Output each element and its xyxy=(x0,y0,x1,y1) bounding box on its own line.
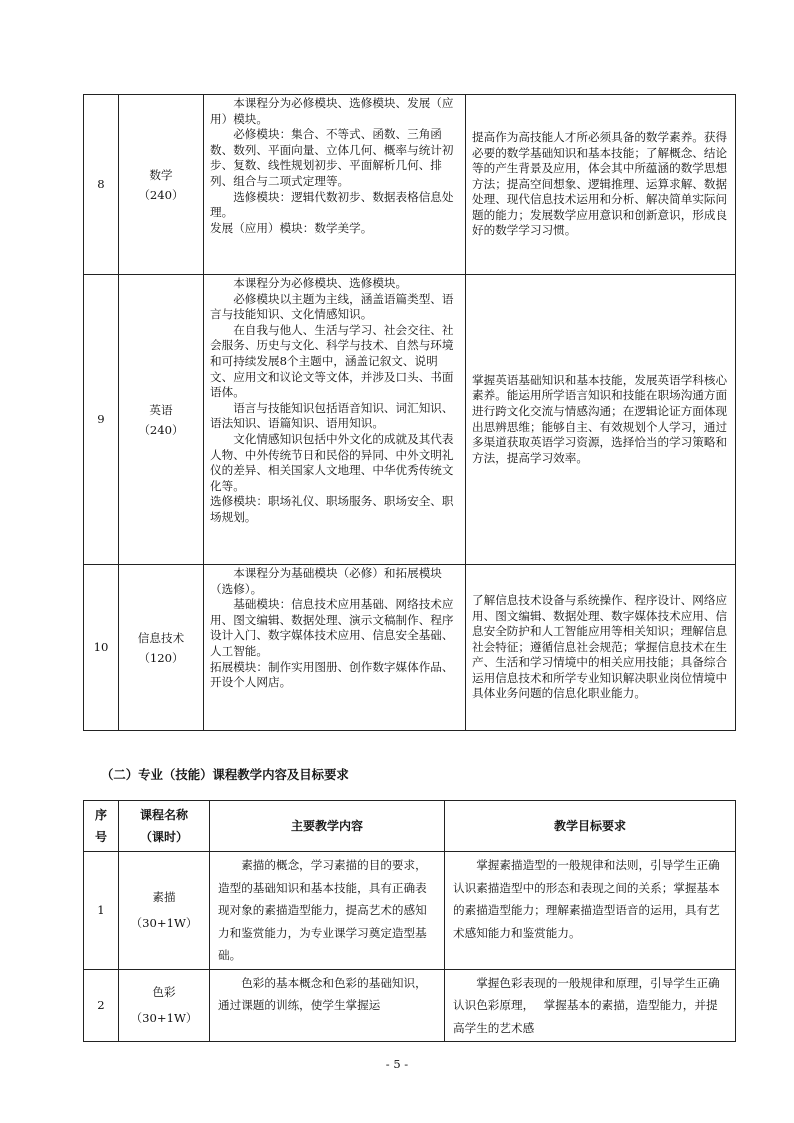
content-paragraph: 发展（应用）模块：数学美学。 xyxy=(210,220,373,235)
course-name: 信息技术 xyxy=(137,630,185,645)
content-paragraph: 拓展模块：制作实用图册、创作数字媒体作品、开设个人网店。 xyxy=(210,659,454,690)
header-content: 主要教学内容 xyxy=(210,801,445,852)
course-name-cell xyxy=(119,565,204,731)
course-number: 2 xyxy=(84,969,119,1042)
content-paragraph: 必修模块：集合、不等式、函数、三角函数、数列、平面向量、立体几何、概率与统计初步、复数、线性规划初步、平面解析几何、排列、组合与二项式定理等。 xyxy=(210,127,454,188)
content-paragraph: 必修模块以主题为主线，涵盖语篇类型、语言与技能知识、文化情感知识。 xyxy=(210,291,454,322)
content-paragraph: 本课程分为必修模块、选修模块、发展（应用）模块。 xyxy=(210,96,454,126)
course-goal: 掌握英语基础知识和基本技能，发展英语学科核心素养。能运用所学语言知识和技能在职场沟通方面进行跨文化交流与情感沟通；在逻辑论证方面体现出思辨思维；能够自主、有效规划个人学习，通过多渠道获取英语学习资源，选择恰当的学习策略和方法，提高学习效率。 xyxy=(466,275,736,565)
content-paragraph: 基础模块：信息技术应用基础、网络技术应用、图文编辑、数据处理、演示文稿制作、程序设计入门、数字媒体技术应用、信息安全基础、人工智能。 xyxy=(210,597,454,658)
course-hours: （30+1W） xyxy=(130,916,198,931)
course-name-cell xyxy=(119,275,204,565)
professional-courses-table xyxy=(83,800,736,1042)
course-content xyxy=(204,95,466,275)
table-header-row xyxy=(84,801,736,852)
course-number: 10 xyxy=(84,565,119,731)
course-name: 英语 xyxy=(149,402,173,417)
content-paragraph: 色彩的基本概念和色彩的基础知识，通过课题的训练，使学生掌握运 xyxy=(218,975,427,1012)
header-number: 序号 xyxy=(84,801,119,852)
table-row xyxy=(84,565,736,731)
course-hours: （240） xyxy=(138,187,184,202)
course-name: 数学 xyxy=(149,167,173,182)
header-course-name: 课程名称（课时） xyxy=(119,801,210,852)
course-name: 色彩 xyxy=(152,985,176,1000)
course-hours: （120） xyxy=(138,650,184,665)
course-content xyxy=(204,275,466,565)
table-row xyxy=(84,852,736,970)
content-paragraph: 选修模块：逻辑代数初步、数据表格信息处理。 xyxy=(210,189,454,220)
table-row xyxy=(84,969,736,1042)
course-content xyxy=(210,852,445,970)
goal-paragraph: 掌握素描造型的一般规律和法则，引导学生正确认识素描造型中的形态和表现之间的关系；掌握基本的素描造型能力；理解素描造型语音的运用，具有艺术感知能力和鉴赏能力。 xyxy=(453,858,720,940)
content-paragraph: 选修模块：职场礼仪、职场服务、职场安全、职场规划。 xyxy=(210,494,454,524)
page-number: - 5 - xyxy=(385,1057,409,1071)
content-paragraph: 本课程分为必修模块、选修模块。 xyxy=(233,276,408,290)
content-paragraph: 在自我与他人、生活与学习、社会交往、社会服务、历史与文化、科学与技术、自然与环境和可持续发展8个主题中，涵盖记叙文、说明文、应用文和议论文等文体，并涉及口头、书面语体。 xyxy=(210,322,454,400)
course-number: 9 xyxy=(84,275,119,565)
course-goal: 提高作为高技能人才所必须具备的数学素养。获得必要的数学基础知识和基本技能；了解概念、结论等的产生背景及应用，体会其中所蕴涵的数学思想方法；提高空间想象、逻辑推理、运算求解、数据处理、现代信息技术运用和分析、解决简单实际问题的能力；发展数学应用意识和创新意识，形成良好的数学学习习惯。 xyxy=(466,95,736,275)
course-name-cell xyxy=(119,95,204,275)
goal-paragraph: 掌握色彩表现的一般规律和原理，引导学生正确认识色彩原理， 掌握基本的素描，造型能力，并提高学生的艺术感 xyxy=(453,975,720,1035)
course-number: 8 xyxy=(84,95,119,275)
content-paragraph: 本课程分为基础模块（必修）和拓展模块（选修）。 xyxy=(210,566,442,596)
general-courses-table xyxy=(83,94,736,731)
course-hours: （240） xyxy=(138,422,184,437)
header-goal: 教学目标要求 xyxy=(445,801,736,852)
table-row xyxy=(84,95,736,275)
course-name-cell xyxy=(119,852,210,970)
course-hours: （30+1W） xyxy=(130,1011,198,1026)
course-name-cell xyxy=(119,969,210,1042)
course-content xyxy=(204,565,466,731)
table-row xyxy=(84,275,736,565)
course-goal xyxy=(445,969,736,1042)
course-goal xyxy=(445,852,736,970)
course-content xyxy=(210,969,445,1042)
section-heading: （二）专业（技能）课程教学内容及目标要求 xyxy=(101,767,349,782)
course-name: 素描 xyxy=(152,890,176,905)
course-goal: 了解信息技术设备与系统操作、程序设计、网络应用、图文编辑、数据处理、数字媒体技术应用、信息安全防护和人工智能应用等相关知识；理解信息社会特征；遵循信息社会规范；掌握信息技术在生产、生活和学习情境中的相关应用技能；具备综合运用信息技术和所学专业知识解决职业岗位情境中具体业务问题的信息化职业能力。 xyxy=(466,565,736,731)
course-number: 1 xyxy=(84,852,119,970)
content-paragraph: 语言与技能知识包括语音知识、词汇知识、语法知识、语篇知识、语用知识。 xyxy=(210,400,454,431)
content-paragraph: 文化情感知识包括中外文化的成就及其代表人物、中外传统节日和民俗的异同、中外文明礼仪的差异、相关国家人文地理、中华优秀传统文化等。 xyxy=(210,431,454,493)
content-paragraph: 素描的概念，学习素描的目的要求，造型的基础知识和基本技能，具有正确表现对象的素描造型能力，提高艺术的感知力和鉴赏能力，为专业课学习奠定造型基础。 xyxy=(218,858,427,962)
